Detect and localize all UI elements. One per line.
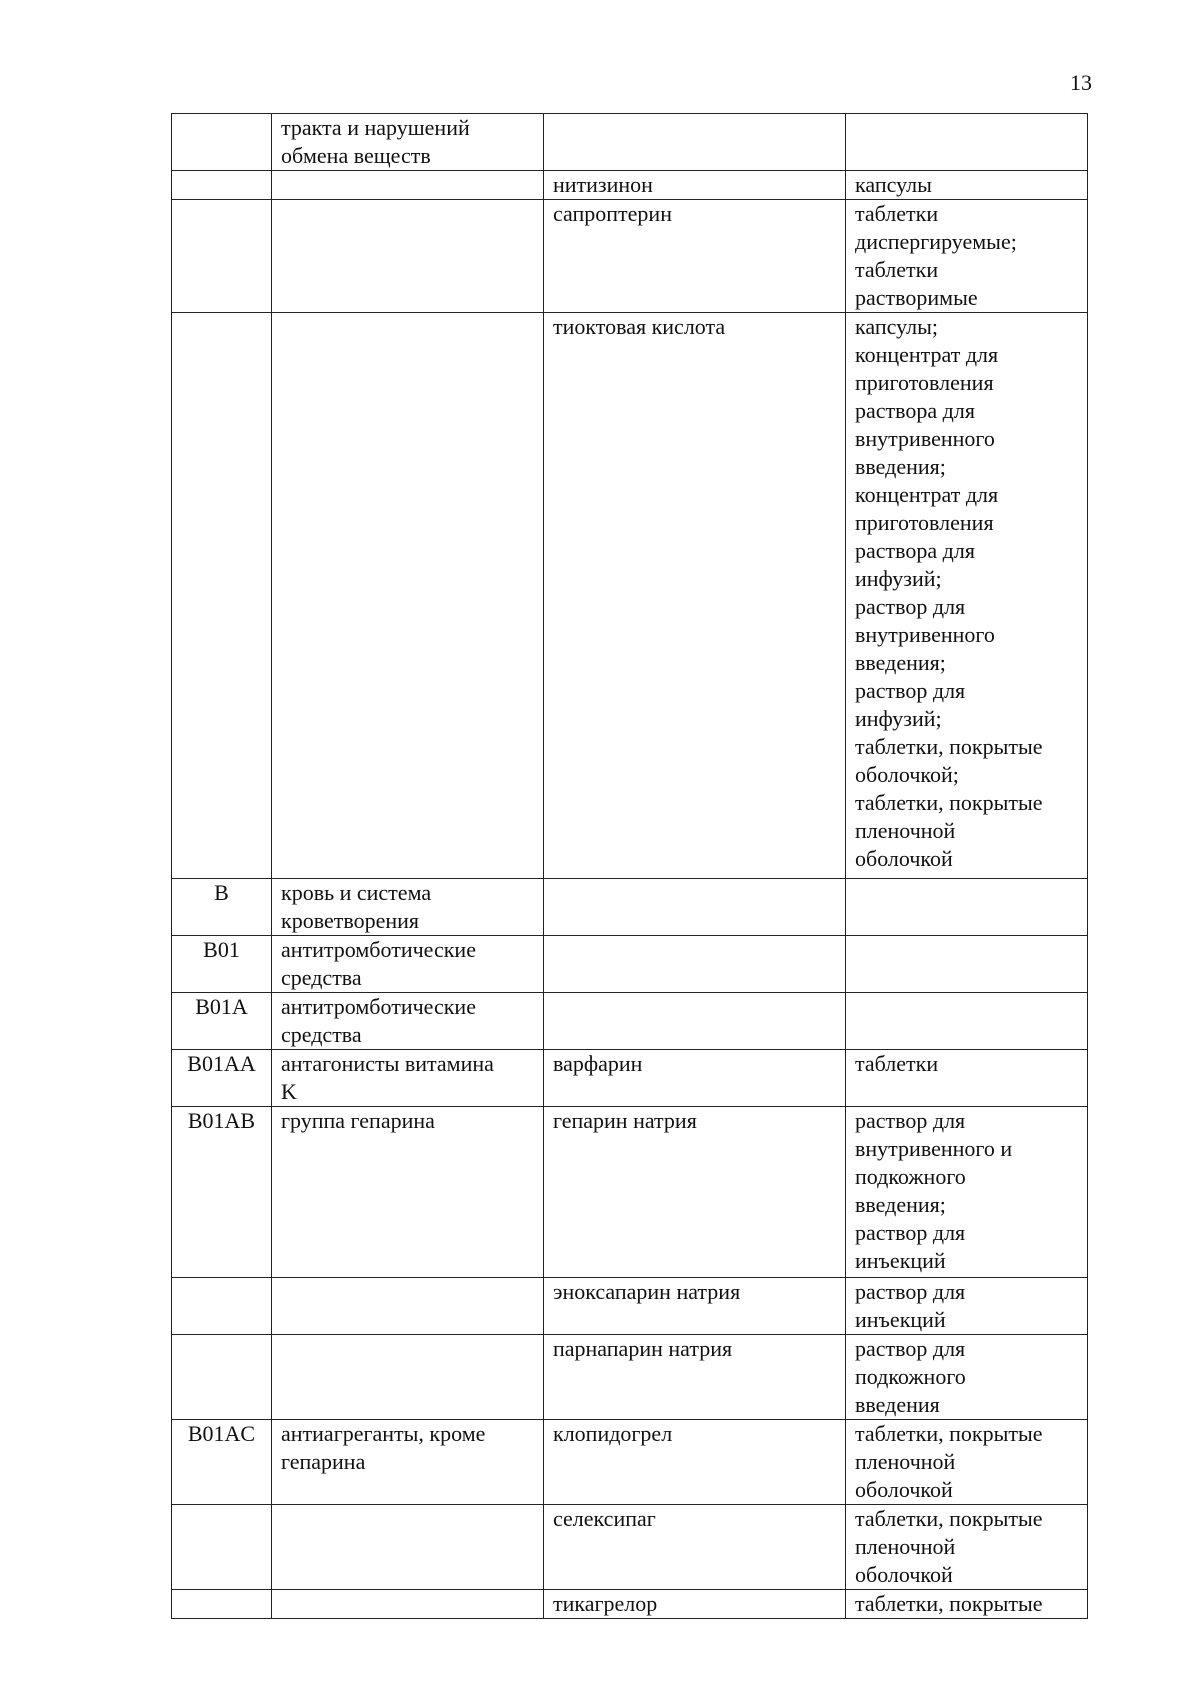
drug-name-cell: тикагрелор	[544, 1590, 846, 1619]
atc-code-cell: B01AA	[172, 1050, 272, 1107]
dosage-form-cell: раствор для инъекций	[846, 1278, 1088, 1335]
drug-name-cell: нитизинон	[544, 171, 846, 200]
dosage-form-cell	[846, 114, 1088, 171]
dosage-form-cell: таблетки, покрытые пленочной оболочкой	[846, 1505, 1088, 1590]
drug-name-cell: гепарин натрия	[544, 1107, 846, 1278]
dosage-form-cell: капсулы; концентрат для приготовления раствора для внутривенного введения; концентрат для приготовления раствора для инфузий; раствор для внутривенного введения; раствор для инфузий; таблетки, покрытые оболочкой; таблетки, покрытые пленочной оболочкой	[846, 313, 1088, 879]
group-name-cell	[272, 1335, 544, 1420]
group-name-cell: антагонисты витамина K	[272, 1050, 544, 1107]
atc-code-cell: B01A	[172, 993, 272, 1050]
group-name-cell	[272, 1505, 544, 1590]
dosage-form-cell	[846, 936, 1088, 993]
table-row	[172, 1278, 1088, 1335]
group-name-cell	[272, 1590, 544, 1619]
drug-name-cell: селексипаг	[544, 1505, 846, 1590]
drug-name-cell	[544, 936, 846, 993]
atc-code-cell	[172, 200, 272, 313]
dosage-form-cell: таблетки диспергируемые; таблетки растворимые	[846, 200, 1088, 313]
atc-code-cell: B01	[172, 936, 272, 993]
dosage-form-cell: таблетки	[846, 1050, 1088, 1107]
drug-name-cell: тиоктовая кислота	[544, 313, 846, 879]
group-name-cell: антитромботические средства	[272, 936, 544, 993]
dosage-form-cell: раствор для подкожного введения	[846, 1335, 1088, 1420]
table-row	[172, 1590, 1088, 1619]
table-row	[172, 171, 1088, 200]
atc-code-cell	[172, 114, 272, 171]
drug-name-cell: варфарин	[544, 1050, 846, 1107]
table-row	[172, 200, 1088, 313]
table-row	[172, 1107, 1088, 1278]
table-row	[172, 879, 1088, 936]
table-row	[172, 1050, 1088, 1107]
atc-code-cell	[172, 171, 272, 200]
group-name-cell: антитромботические средства	[272, 993, 544, 1050]
group-name-cell	[272, 1278, 544, 1335]
page-number: 13	[1070, 70, 1092, 95]
table-row	[172, 1420, 1088, 1505]
dosage-form-cell: таблетки, покрытые	[846, 1590, 1088, 1619]
group-name-cell: группа гепарина	[272, 1107, 544, 1278]
table-row	[172, 114, 1088, 171]
drug-name-cell: клопидогрел	[544, 1420, 846, 1505]
table-row	[172, 1335, 1088, 1420]
atc-code-cell: B	[172, 879, 272, 936]
table-row	[172, 993, 1088, 1050]
dosage-form-cell: капсулы	[846, 171, 1088, 200]
atc-code-cell	[172, 1590, 272, 1619]
atc-code-cell	[172, 313, 272, 879]
atc-code-cell: B01AC	[172, 1420, 272, 1505]
group-name-cell	[272, 313, 544, 879]
dosage-form-cell	[846, 879, 1088, 936]
drug-name-cell	[544, 114, 846, 171]
drug-name-cell: эноксапарин натрия	[544, 1278, 846, 1335]
table-row	[172, 1505, 1088, 1590]
dosage-form-cell	[846, 993, 1088, 1050]
medication-table	[171, 113, 1088, 1619]
dosage-form-cell: таблетки, покрытые пленочной оболочкой	[846, 1420, 1088, 1505]
group-name-cell	[272, 171, 544, 200]
group-name-cell: кровь и система кроветворения	[272, 879, 544, 936]
group-name-cell	[272, 200, 544, 313]
atc-code-cell	[172, 1278, 272, 1335]
dosage-form-cell: раствор для внутривенного и подкожного введения; раствор для инъекций	[846, 1107, 1088, 1278]
drug-name-cell: парнапарин натрия	[544, 1335, 846, 1420]
table-row	[172, 313, 1088, 879]
drug-name-cell	[544, 879, 846, 936]
atc-code-cell	[172, 1505, 272, 1590]
table-row	[172, 936, 1088, 993]
atc-code-cell	[172, 1335, 272, 1420]
drug-name-cell: сапроптерин	[544, 200, 846, 313]
group-name-cell: тракта и нарушений обмена веществ	[272, 114, 544, 171]
group-name-cell: антиагреганты, кроме гепарина	[272, 1420, 544, 1505]
drug-name-cell	[544, 993, 846, 1050]
atc-code-cell: B01AB	[172, 1107, 272, 1278]
